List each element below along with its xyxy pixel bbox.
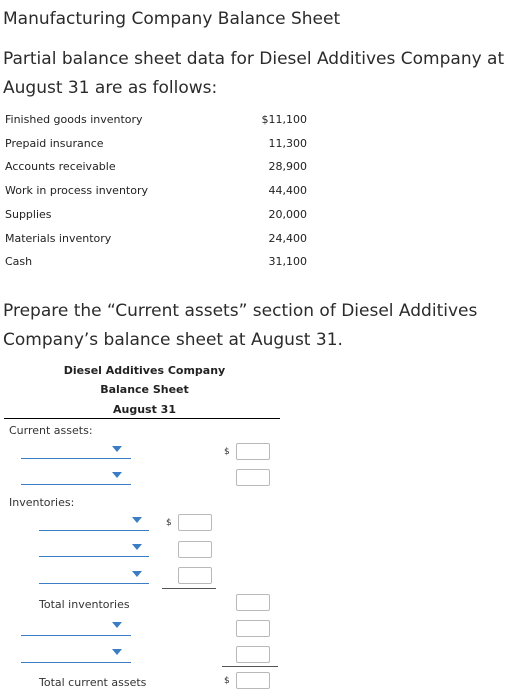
statement-company: Diesel Additives Company <box>63 364 226 377</box>
data-row-value: 31,100 <box>268 255 307 268</box>
inventory-amount-1[interactable] <box>178 514 212 531</box>
current-asset-select-2[interactable] <box>21 484 131 485</box>
data-row-value: $11,100 <box>261 113 307 126</box>
inventories-label: Inventories: <box>9 496 75 509</box>
current-asset-amount-1[interactable] <box>236 443 270 460</box>
data-row-value: 28,900 <box>268 160 307 173</box>
current-asset-select-1[interactable] <box>21 458 131 459</box>
inventory-select-3[interactable] <box>39 583 149 584</box>
total-current-assets-label: Total current assets <box>39 676 147 689</box>
inventory-sum-rule <box>162 588 216 589</box>
current-assets-sum-rule <box>222 666 278 667</box>
chevron-down-icon[interactable] <box>112 649 122 655</box>
current-asset-select-3[interactable] <box>21 635 131 636</box>
dollar-sign: $ <box>166 518 172 528</box>
total-inventories-amount[interactable] <box>236 594 270 611</box>
data-row-label: Work in process inventory <box>5 184 148 197</box>
data-row-label: Accounts receivable <box>5 160 116 173</box>
data-row-label: Materials inventory <box>5 232 112 245</box>
chevron-down-icon[interactable] <box>112 446 122 452</box>
inventory-select-1[interactable] <box>39 530 149 531</box>
header-rule <box>4 418 280 419</box>
dollar-sign: $ <box>224 447 230 457</box>
chevron-down-icon[interactable] <box>112 622 122 628</box>
data-row-label: Finished goods inventory <box>5 113 143 126</box>
data-row-value: 20,000 <box>268 208 307 221</box>
inventory-amount-3[interactable] <box>178 567 212 584</box>
inventory-amount-2[interactable] <box>178 541 212 558</box>
data-row-label: Prepaid insurance <box>5 137 104 150</box>
chevron-down-icon[interactable] <box>112 472 122 478</box>
inventory-select-2[interactable] <box>39 556 149 557</box>
total-inventories-label: Total inventories <box>39 598 130 611</box>
total-current-assets-amount[interactable] <box>236 672 270 689</box>
instruction-text: Prepare the “Current assets” section of Diesel Additives Company’s balance sheet at August 31. <box>3 301 478 350</box>
dollar-sign: $ <box>224 676 230 686</box>
data-row-value: 24,400 <box>268 232 307 245</box>
intro-text: Partial balance sheet data for Diesel Additives Company at August 31 are as follows: <box>3 49 505 98</box>
current-asset-amount-4[interactable] <box>236 646 270 663</box>
chevron-down-icon[interactable] <box>132 571 142 577</box>
statement-date: August 31 <box>113 403 176 416</box>
current-asset-amount-3[interactable] <box>236 620 270 637</box>
current-assets-label: Current assets: <box>9 424 93 437</box>
data-row-label: Cash <box>5 255 33 268</box>
statement-name: Balance Sheet <box>100 383 189 396</box>
current-asset-select-4[interactable] <box>21 662 131 663</box>
data-row-value: 11,300 <box>268 137 307 150</box>
page-title: Manufacturing Company Balance Sheet <box>3 9 341 29</box>
data-row-value: 44,400 <box>268 184 307 197</box>
chevron-down-icon[interactable] <box>132 544 142 550</box>
current-asset-amount-2[interactable] <box>236 469 270 486</box>
chevron-down-icon[interactable] <box>132 517 142 523</box>
data-row-label: Supplies <box>5 208 52 221</box>
